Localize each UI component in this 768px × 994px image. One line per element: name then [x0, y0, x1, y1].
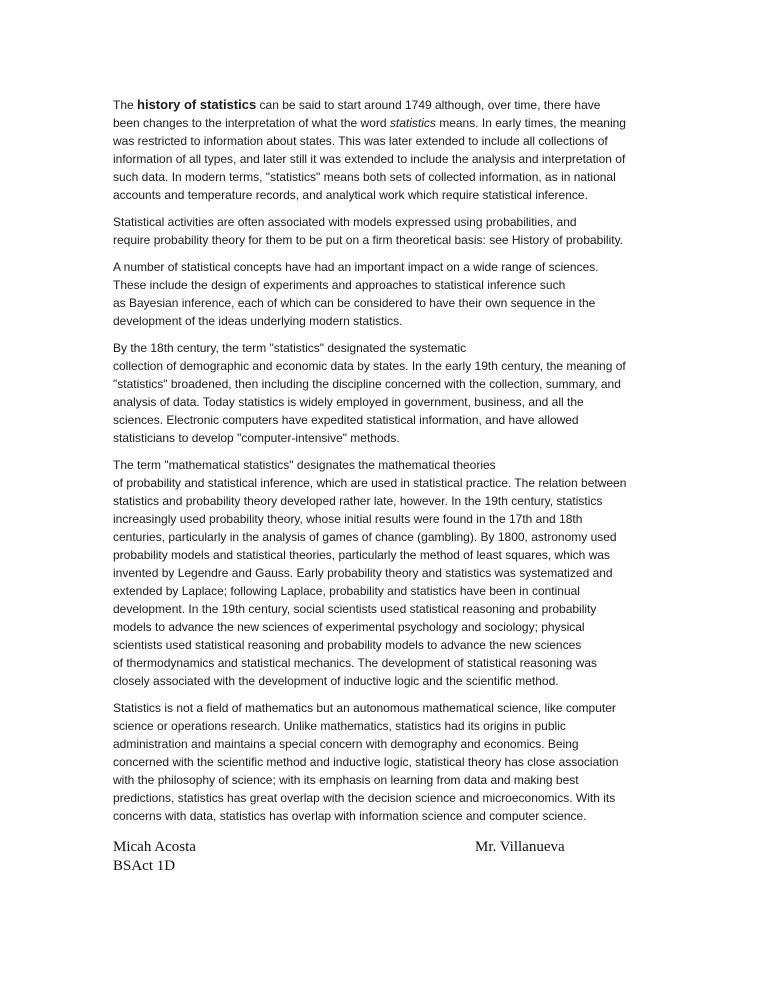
p1-lead: The	[113, 98, 138, 112]
history-of-statistics-term: history of statistics	[137, 97, 257, 112]
paragraph-4: By the 18th century, the term "statistics" designated the systematic collection of demographic and economic data by states. In the early 19th century, the meaning of "statistics" broadened, then including the discipline concerned with the collection, summary, and analysis of data. Today statistics is widely employed in government, business, and all the sciences. Electronic computers have expedited statistical information, and have allowed statisticians to develop "computer-intensive" methods.	[113, 341, 626, 445]
paragraph-1	[113, 96, 658, 204]
student-name: Micah Acosta	[113, 839, 196, 855]
p1-mid: can be said to start around 1749 although, over time, there have been changes to the interpretation of what the word	[113, 98, 601, 130]
student-section: BSAct 1D	[113, 858, 176, 874]
paragraph-2: Statistical activities are often associated with models expressed using probabilities, and require probability theory for them to be put on a firm theoretical basis: see History of probability.	[113, 215, 624, 247]
teacher-name: Mr. Villanueva	[475, 839, 565, 855]
paragraph-5: The term "mathematical statistics" designates the mathematical theories of probability and statistical inference, which are used in statistical practice. The relation between statistics and probability theory developed rather late, however. In the 19th century, statistics increasingly used probability theory, whose initial results were found in the 17th and 18th centuries, particularly in the analysis of games of chance (gambling). By 1800, astronomy used probability models and statistical theories, particularly the method of least squares, which was invented by Legendre and Gauss. Early probability theory and statistics was systematized and extended by Laplace; following Laplace, probability and statistics have been in continual development. In the 19th century, social scientists used statistical reasoning and probability models to advance the new sciences of experimental psychology and sociology; physical scientists used statistical reasoning and probability models to advance the new sciences of thermodynamics and statistical mechanics. The development of statistical reasoning was closely associated with the development of inductive logic and the scientific method.	[113, 458, 627, 688]
p1-tail: means. In early times, the meaning was restricted to information about states. This was later extended to include all collections of information of all types, and later still it was extended to include the analysis and interpretation of such data. In modern terms, "statistics" means both sets of collected information, as in national accounts and temperature records, and analytical work which require statistical inference.	[113, 116, 626, 202]
paragraph-3: A number of statistical concepts have had an important impact on a wide range of sciences. These include the design of experiments and approaches to statistical inference such as Bayesian inference, each of which can be considered to have their own sequence in the development of the ideas underlying modern statistics.	[113, 260, 599, 328]
statistics-italic-word: statistics	[389, 116, 436, 130]
paragraph-6: Statistics is not a field of mathematics but an autonomous mathematical science, like computer science or operations research. Unlike mathematics, statistics had its origins in public administration and maintains a special concern with demography and economics. Being concerned with the scientific method and inductive logic, statistical theory has close association with the philosophy of science; with its emphasis on learning from data and making best predictions, statistics has great overlap with the decision science and microeconomics. With its concerns with data, statistics has overlap with information science and computer science.	[113, 701, 619, 823]
teacher-signature-block	[475, 838, 565, 857]
student-signature-block	[113, 838, 196, 876]
essay-body	[113, 96, 658, 834]
